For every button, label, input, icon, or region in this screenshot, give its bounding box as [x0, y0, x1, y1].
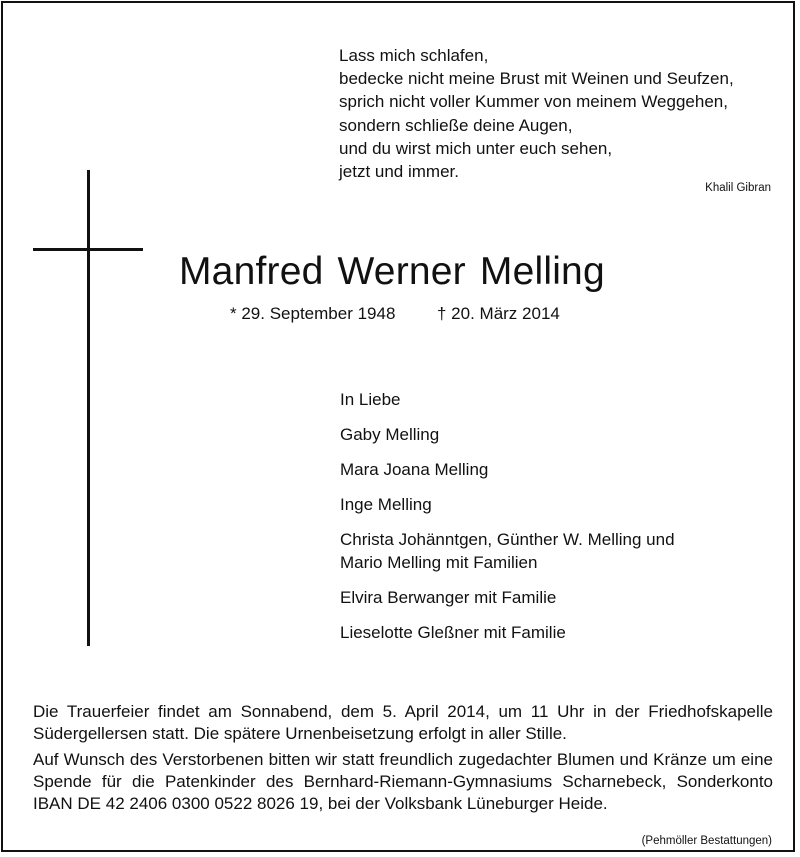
- funeral-notice: Die Trauerfeier findet am Sonnabend, dem 5. April 2014, um 11 Uhr in der Friedhofskapelle Südergellersen statt. Die spätere Urnenbeisetzung erfolgt in aller Stille.: [33, 702, 773, 743]
- mourner: Mara Joana Melling: [340, 460, 489, 479]
- donation-notice: Auf Wunsch des Verstorbenen bitten wir statt freundlich zugedachter Blumen und Kränze um eine Spende für die Patenkinder des Bernhard-Riemann-Gymnasiums Scharnebeck, Sonderkonto IBAN DE 42 2406 0300 0522 8026 19, bei der Volksbank Lüneburger Heide.: [33, 750, 773, 813]
- mourner: Mario Melling mit Familien: [340, 552, 538, 572]
- cross-icon: [87, 170, 90, 646]
- poem-line: bedecke nicht meine Brust mit Weinen und Seufzen,: [339, 69, 734, 89]
- mourner: Lieselotte Gleßner mit Familie: [340, 622, 566, 642]
- mourner: Inge Melling: [340, 495, 432, 514]
- mourner-intro: In Liebe: [340, 390, 401, 409]
- mourner: Christa Johänntgen, Günther W. Melling und: [340, 530, 675, 549]
- birth-date: * 29. September 1948: [230, 304, 396, 323]
- poem-line: sprich nicht voller Kummer von meinem Weggehen,: [339, 92, 728, 112]
- death-date: † 20. März 2014: [437, 304, 560, 323]
- mourners-list: [340, 389, 675, 657]
- poem-line: jetzt und immer.: [339, 162, 459, 182]
- poem-line: Lass mich schlafen,: [339, 46, 489, 65]
- poem-line: und du wirst mich unter euch sehen,: [339, 138, 613, 158]
- poem-author: Khalil Gibran: [705, 182, 771, 194]
- poem: [339, 44, 734, 183]
- mourner: Elvira Berwanger mit Familie: [340, 587, 557, 607]
- poem-line: sondern schließe deine Augen,: [339, 115, 573, 135]
- undertaker-credit: (Pehmöller Bestattungen): [641, 835, 772, 847]
- deceased-name: Manfred Werner Melling: [179, 250, 605, 293]
- cross-icon-bar: [33, 248, 143, 251]
- mourner: Gaby Melling: [340, 425, 440, 444]
